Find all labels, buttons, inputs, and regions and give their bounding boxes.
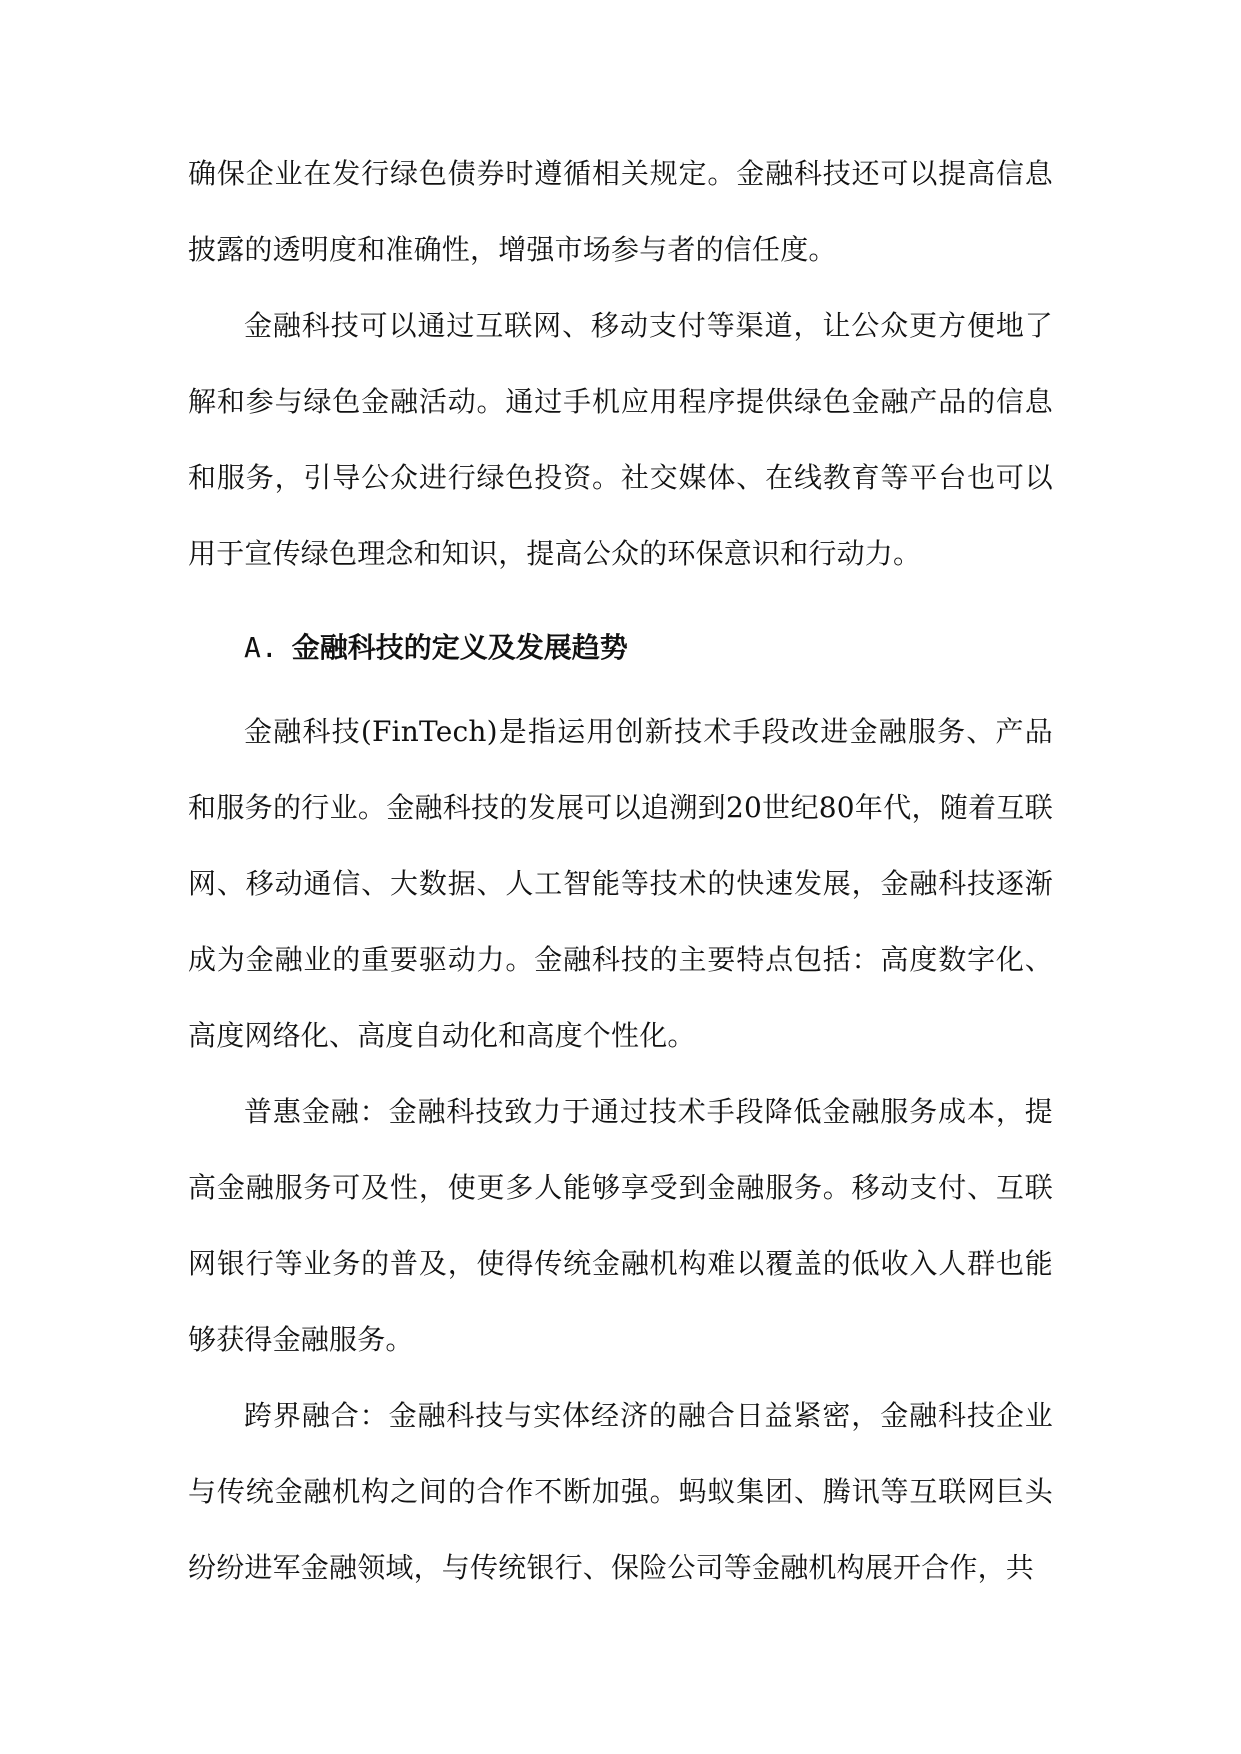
paragraph: 金融科技可以通过互联网、移动支付等渠道，让公众更方便地了解和参与绿色金融活动。通过手机应用程序提供绿色金融产品的信息和服务，引导公众进行绿色投资。社交媒体、在线教育等平台也可以用于宣传绿色理念和知识，提高公众的环保意识和行动力。 (188, 309, 1053, 570)
paragraph: 跨界融合：金融科技与实体经济的融合日益紧密，金融科技企业与传统金融机构之间的合作不断加强。蚂蚁集团、腾讯等互联网巨头纷纷进军金融领域，与传统银行、保险公司等金融机构展开合作，共 (188, 1399, 1053, 1584)
section-number: A. (244, 631, 278, 664)
page-body (188, 136, 1053, 1606)
paragraph-continued: 确保企业在发行绿色债券时遵循相关规定。金融科技还可以提高信息披露的透明度和准确性，增强市场参与者的信任度。 (188, 157, 1053, 266)
section-title: 金融科技的定义及发展趋势 (291, 631, 628, 664)
section-heading (188, 618, 1053, 678)
paragraph: 普惠金融：金融科技致力于通过技术手段降低金融服务成本，提高金融服务可及性，使更多人能够享受到金融服务。移动支付、互联网银行等业务的普及，使得传统金融机构难以覆盖的低收入人群也能够获得金融服务。 (188, 1095, 1053, 1356)
paragraph: 金融科技(FinTech)是指运用创新技术手段改进金融服务、产品和服务的行业。金融科技的发展可以追溯到20世纪80年代，随着互联网、移动通信、大数据、人工智能等技术的快速发展，金融科技逐渐成为金融业的重要驱动力。金融科技的主要特点包括：高度数字化、高度网络化、高度自动化和高度个性化。 (188, 715, 1053, 1052)
